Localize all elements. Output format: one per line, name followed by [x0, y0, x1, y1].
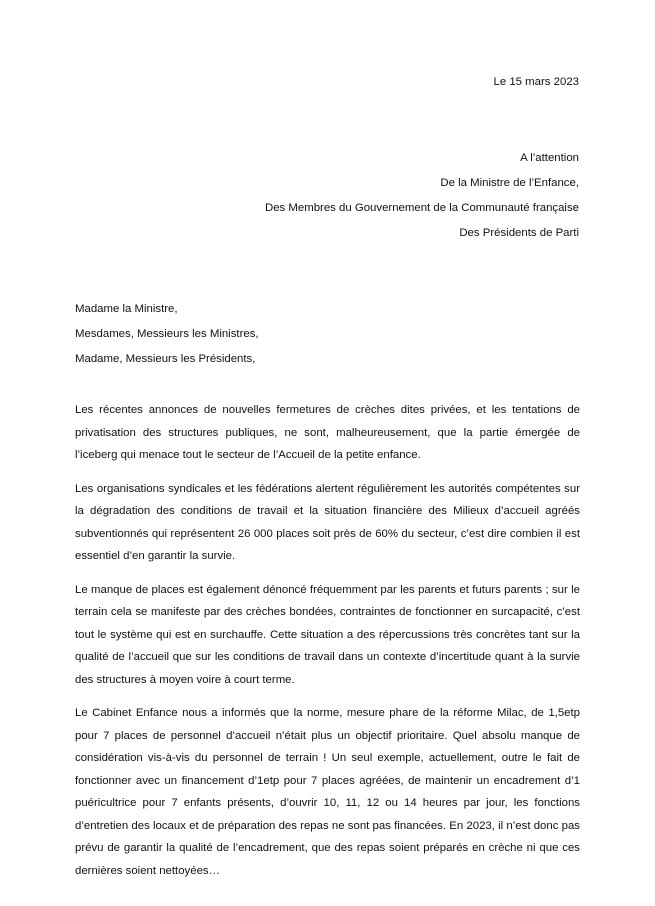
body-paragraph: Les récentes annonces de nouvelles fermetures de crèches dites privées, et les tentations de privatisation des structures publiques, ne sont, malheureusement, que la partie émergée de l’iceberg qui menace tout le secteur de l’Accueil de la petite enfance. — [75, 404, 580, 461]
body-paragraph: Le manque de places est également dénoncé fréquemment par les parents et futurs parents ; sur le terrain cela se manifeste par des crèches bondées, contraintes de fonctionner en surcapacité, c’est tout le système qui est en surchauffe. Cette situation a des répercussions très concrètes tant sur la qualité de l’accueil que sur les conditions de travail dans un contexte d’incertitude quant à la survie des structures à moyen voire à court terme. — [75, 583, 580, 686]
salutation-block — [75, 301, 259, 376]
salutation-line: Mesdames, Messieurs les Ministres, — [75, 328, 259, 340]
addressee-block — [265, 150, 579, 250]
addressee-line: Des Membres du Gouvernement de la Communauté française — [264, 202, 579, 214]
salutation-line: Madame, Messieurs les Présidents, — [75, 353, 256, 365]
salutation-line: Madame la Ministre, — [75, 303, 178, 315]
body-paragraph: Le Cabinet Enfance nous a informés que la norme, mesure phare de la réforme Milac, de 1,5etp pour 7 places de personnel d’accueil n’était plus un objectif prioritaire. Quel absolu manque de considération vis-à-vis du personnel de terrain ! Un seul exemple, actuellement, outre le fait de fonctionner avec un financement d’1etp pour 7 places agréées, de maintenir un encadrement d’1 puéricultrice pour 7 enfants présents, d’ouvrir 10, 11, 12 ou 14 heures par jour, les fonctions d’entretien des locaux et de préparation des repas ne sont pas financées. En 2023, il n’est donc pas prévu de garantir la qualité de l’encadrement, que des repas soient préparés en crèche ni que ces dernières soient nettoyées… — [75, 707, 580, 877]
letter-date: Le 15 mars 2023 — [493, 76, 579, 88]
addressee-line: A l’attention — [520, 152, 579, 164]
letter-body — [75, 399, 580, 893]
body-paragraph: Les organisations syndicales et les fédérations alertent régulièrement les autorités compétentes sur la dégradation des conditions de travail et la situation financière des Milieux d’accueil agréés subventionnés qui représentent 26 000 places soit près de 60% du secteur, c’est dire combien il est essentiel d’en garantir la survie. — [75, 482, 580, 562]
addressee-line: Des Présidents de Parti — [459, 227, 579, 239]
addressee-line: De la Ministre de l’Enfance, — [440, 177, 579, 189]
